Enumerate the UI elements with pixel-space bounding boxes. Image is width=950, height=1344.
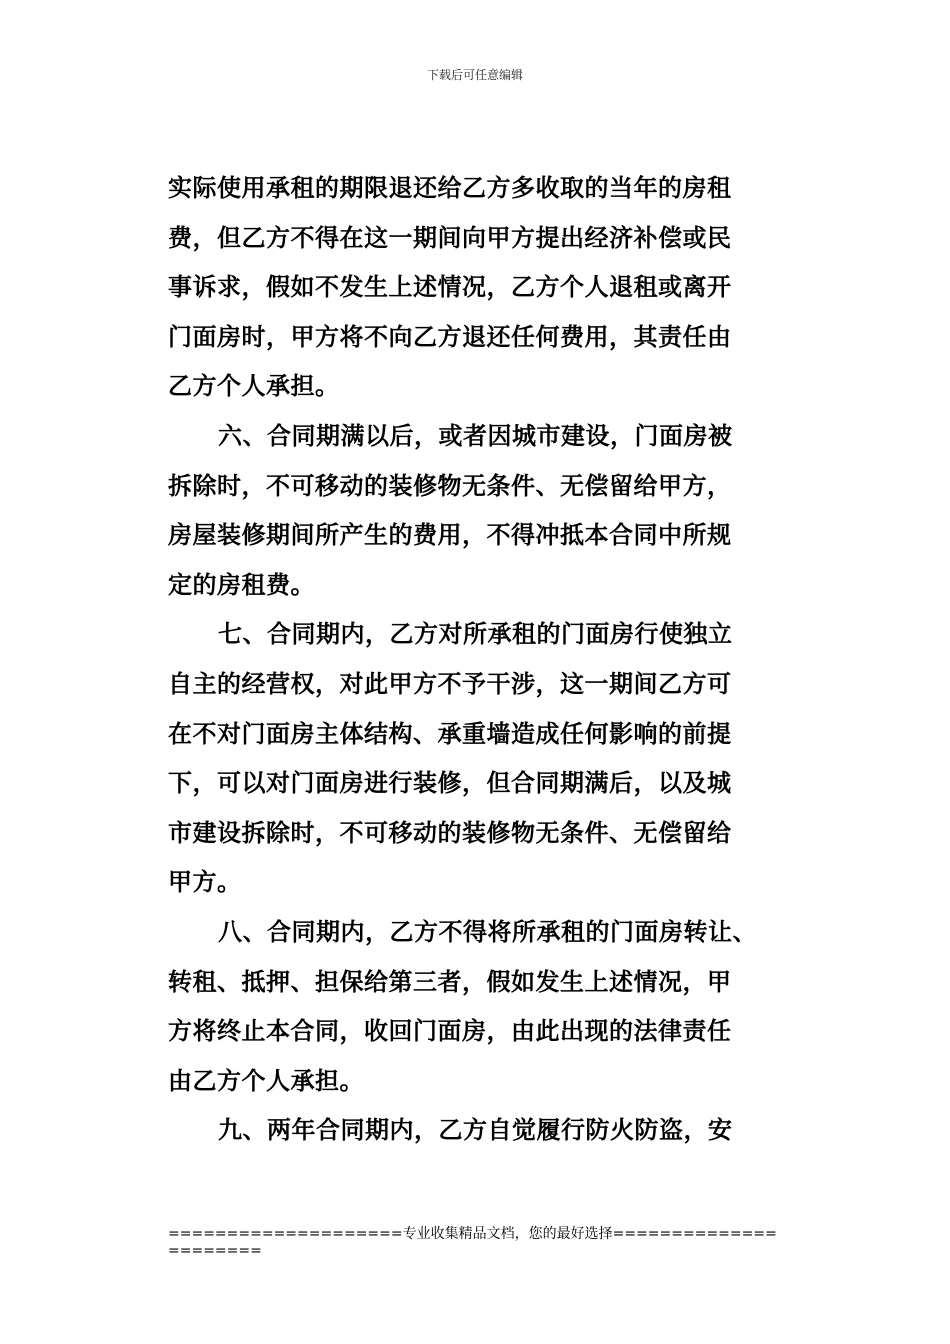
text-line: 甲方。: [168, 867, 242, 897]
text-line: 房屋装修期间所产生的费用，不得冲抵本合同中所规: [168, 520, 732, 550]
text-line: 定的房租费。: [168, 569, 315, 599]
text-line: 实际使用承租的期限退还给乙方多收取的当年的房租: [168, 173, 732, 202]
page-header: 下载后可任意编辑: [426, 68, 523, 82]
document-body: [168, 163, 788, 1155]
text-line: 转租、抵押、担保给第三者，假如发生上述情况，甲: [168, 966, 732, 996]
text-line-clause-8: 八、合同期内，乙方不得将所承租的门面房转让、: [218, 916, 757, 946]
text-line: 在不对门面房主体结构、承重墙造成任何影响的前提: [168, 718, 732, 748]
text-line: 乙方个人承担。: [168, 371, 340, 401]
text-line: 费，但乙方不得在这一期间向甲方提出经济补偿或民: [168, 222, 732, 252]
text-line: 由乙方个人承担。: [168, 1065, 364, 1095]
text-line: 事诉求，假如不发生上述情况，乙方个人退租或离开: [168, 272, 732, 302]
page-footer: ====================专业收集精品文档，您的最好选择======================: [168, 1226, 777, 1259]
text-line: 市建设拆除时，不可移动的装修物无条件、无偿留给: [168, 817, 732, 847]
text-line-clause-6: 六、合同期满以后，或者因城市建设，门面房被: [218, 420, 733, 450]
text-line: 方将终止本合同，收回门面房，由此出现的法律责任: [168, 1016, 732, 1046]
text-line: 自主的经营权，对此甲方不予干涉，这一期间乙方可: [168, 668, 732, 698]
text-line-clause-7: 七、合同期内，乙方对所承租的门面房行使独立: [218, 619, 733, 649]
text-line: 门面房时，甲方将不向乙方退还任何费用，其责任由: [168, 321, 732, 351]
text-line: 拆除时，不可移动的装修物无条件、无偿留给甲方，: [168, 470, 732, 500]
text-line-clause-9: 九、两年合同期内，乙方自觉履行防火防盗，安: [218, 1115, 733, 1145]
text-line: 下，可以对门面房进行装修，但合同期满后，以及城: [168, 768, 732, 798]
